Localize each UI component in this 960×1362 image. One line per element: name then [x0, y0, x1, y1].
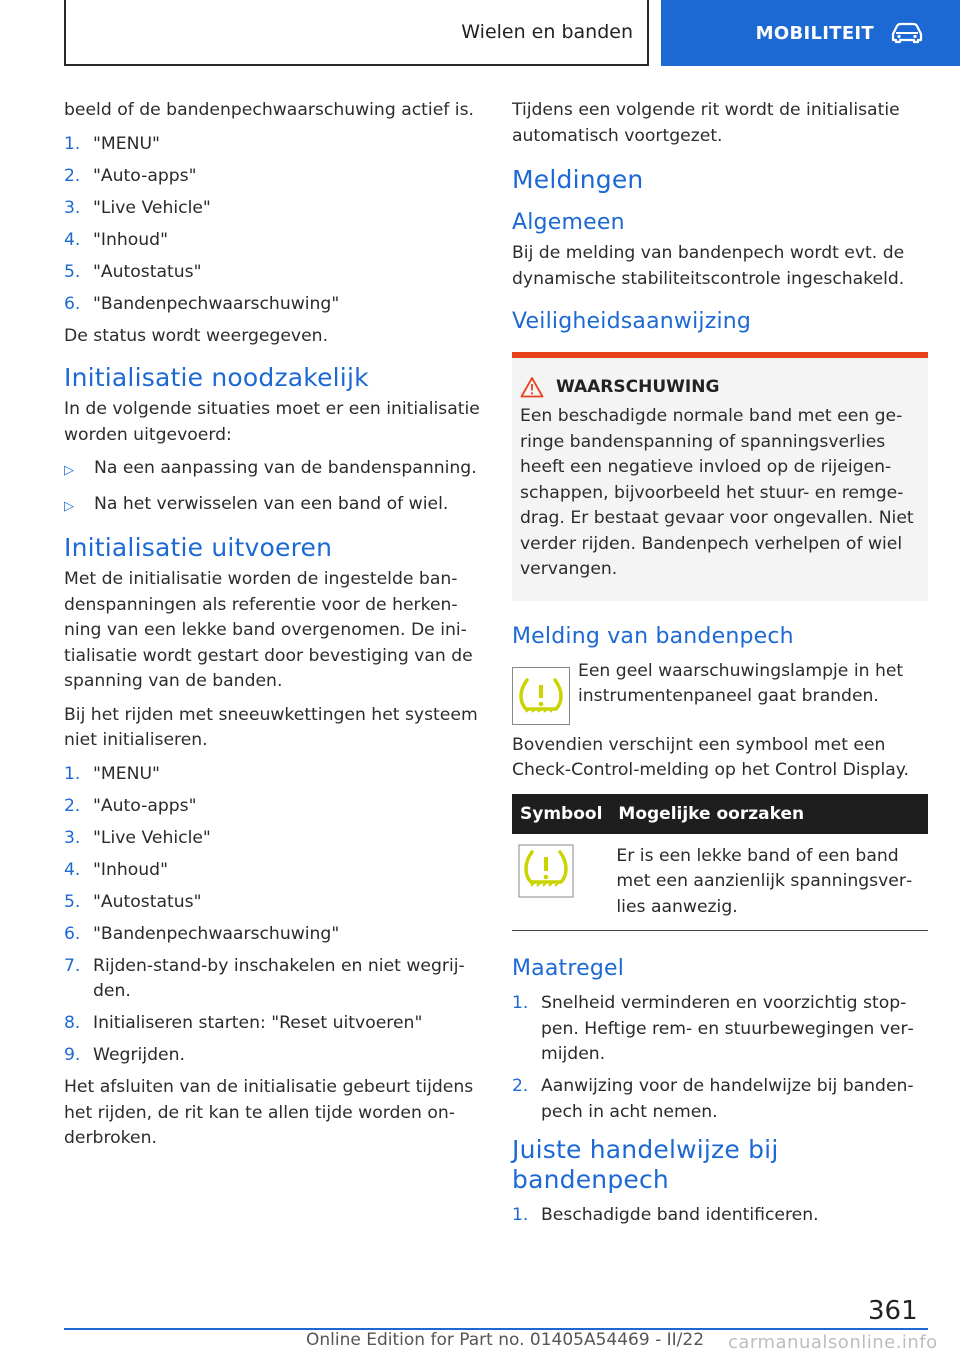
warning-text: Een beschadigde normale band met een geringe bandenspanning of spanningsverlies heeft een negatieve invloed op de rijeigenschappen, bijvoorbeeld het stuur- en remgedrag. Er bestaat gevaar voor ongevallen. Niet verder rijden. Bandenpech verhelpen of wiel vervangen. — [520, 406, 914, 579]
list-item — [64, 164, 480, 190]
steps-list-1 — [64, 132, 480, 318]
list-item-number: 1. — [512, 993, 529, 1013]
bullet-list — [64, 456, 480, 519]
section-title: Wielen en banden — [461, 21, 633, 43]
list-item-text: "Bandenpechwaarschuwing" — [93, 293, 340, 314]
table-cell-cause: Er is een lekke band of een band met een aanzienlijk spanningsverlies aanwezig. — [610, 834, 928, 931]
list-item — [64, 132, 480, 158]
bullet-text: Na een aanpassing van de bandenspanning. — [94, 458, 477, 478]
list-item-number: 7. — [64, 955, 81, 976]
status-text: De status wordt weergegeven. — [64, 325, 329, 346]
list-item — [64, 794, 480, 820]
table-header-symbol: Symbool — [512, 794, 610, 834]
list-item-number: 9. — [64, 1045, 81, 1065]
steps-list-2 — [64, 762, 480, 1069]
list-item-text: Aanwijzing voor de handelwijze bij bandenpech in acht nemen. — [541, 1076, 914, 1122]
chapter-tab-label: MOBILITEIT — [755, 22, 874, 44]
triangle-bullet-icon: ▷ — [64, 498, 74, 514]
list-item — [64, 260, 480, 286]
list-item — [64, 826, 480, 852]
heading-init-do: Initialisatie uitvoeren — [64, 533, 333, 562]
list-item — [512, 991, 928, 1068]
list-item-number: 6. — [64, 293, 81, 314]
page-header — [0, 0, 960, 66]
closing-text: Het afsluiten van de initialisatie gebeurt tijdens het rijden, de rit kan te allen tijde worden onderbroken. — [64, 1077, 474, 1148]
list-item-number: 5. — [64, 891, 81, 912]
list-item-number: 1. — [64, 133, 81, 154]
list-item-number: 2. — [64, 165, 81, 186]
list-item-number: 3. — [64, 197, 81, 218]
section-title-box — [64, 0, 649, 66]
list-item-text: "Bandenpechwaarschuwing" — [93, 923, 340, 944]
melding-text-2: Bovendien verschijnt een symbool met een Check-Control-melding op het Control Display. — [512, 734, 909, 780]
init-do-text-1: Met de initialisatie worden de ingestelde bandenspanningen als referentie voor de herkenning van een lekke band overgenomen. De initialisatie wordt gestart door bevestiging van de spanning van de banden. — [64, 569, 473, 691]
list-item — [512, 1203, 928, 1229]
list-item-number: 4. — [64, 859, 81, 880]
list-item-text: Beschadigde band identificeren. — [541, 1205, 819, 1225]
list-item-number: 8. — [64, 1013, 81, 1033]
melding-text: Een geel waarschuwingslampje in het instrumentenpaneel gaat branden. — [578, 660, 904, 706]
bullet-item — [64, 456, 480, 484]
list-item — [64, 1043, 480, 1069]
tpms-warning-icon — [512, 667, 570, 725]
chapter-tab — [661, 0, 960, 66]
list-item — [64, 954, 480, 1005]
watermark: carmanualsonline.info — [728, 1332, 938, 1353]
symbol-table — [512, 794, 928, 932]
init-do-text-2: Bij het rijden met sneeuwkettingen het systeem niet initialiseren. — [64, 704, 478, 750]
list-item-text: "Live Vehicle" — [93, 827, 211, 848]
list-item-text: "Inhoud" — [93, 859, 168, 880]
list-item-text: "MENU" — [93, 133, 160, 154]
list-item — [64, 890, 480, 916]
list-item-text: Initialiseren starten: "Reset uitvoeren" — [93, 1013, 423, 1033]
table-header-causes: Mogelijke oorzaken — [610, 794, 928, 834]
list-item-number: 6. — [64, 923, 81, 944]
list-item-text: "Inhoud" — [93, 229, 168, 250]
list-item-text: "Auto-apps" — [93, 795, 197, 816]
list-item-text: Wegrijden. — [93, 1045, 185, 1065]
list-item-number: 2. — [512, 1076, 529, 1096]
list-item-number: 3. — [64, 827, 81, 848]
heading-veiligheid: Veiligheidsaanwijzing — [512, 309, 752, 334]
list-item — [512, 1074, 928, 1125]
algemeen-text: Bij de melding van bandenpech wordt evt. de dynamische stabiliteitscontrole ingeschakeld. — [512, 243, 905, 289]
bullet-item — [64, 492, 480, 520]
warning-box — [512, 352, 928, 601]
list-item — [64, 762, 480, 788]
list-item-number: 1. — [512, 1205, 529, 1225]
right-column — [512, 98, 928, 1235]
list-item-text: "Autostatus" — [93, 261, 202, 282]
car-icon — [890, 22, 924, 44]
init-needed-text: In de volgende situaties moet er een initialisatie worden uitgevoerd: — [64, 399, 480, 445]
list-item — [64, 196, 480, 222]
heading-juiste: Juiste handelwijze bij bandenpech — [512, 1135, 779, 1194]
list-item-text: Snelheid verminderen en voorzichtig stoppen. Heftige rem- en stuurbewegingen vermijden. — [541, 993, 914, 1064]
tpms-symbol-icon — [518, 844, 574, 898]
list-item-number: 5. — [64, 261, 81, 282]
heading-init-needed: Initialisatie noodzakelijk — [64, 363, 369, 392]
intro-text: beeld of de bandenpechwaarschuwing actief is. — [64, 100, 474, 120]
list-item — [64, 922, 480, 948]
list-item-text: "MENU" — [93, 763, 160, 784]
heading-algemeen: Algemeen — [512, 210, 625, 235]
heading-meldingen: Meldingen — [512, 165, 644, 194]
continued-text: Tijdens een volgende rit wordt de initialisatie automatisch voortgezet. — [512, 100, 900, 146]
list-item — [64, 858, 480, 884]
list-item — [64, 228, 480, 254]
melding-row — [512, 659, 928, 725]
heading-maatregel: Maatregel — [512, 956, 625, 981]
list-item-number: 1. — [64, 763, 81, 784]
list-item-number: 4. — [64, 229, 81, 250]
bullet-text: Na het verwisselen van een band of wiel. — [94, 493, 449, 514]
list-item — [64, 1011, 480, 1037]
edition-text: Online Edition for Part no. 01405A54469 - II/22 — [306, 1330, 705, 1350]
heading-melding: Melding van bandenpech — [512, 623, 794, 649]
list-item — [64, 292, 480, 318]
warning-header — [520, 376, 920, 398]
left-column — [64, 98, 480, 1160]
list-item-text: "Auto-apps" — [93, 165, 197, 186]
page-number: 361 — [868, 1296, 918, 1326]
maatregel-list — [512, 991, 928, 1125]
warning-title: WAARSCHUWING — [556, 377, 720, 397]
table-cell-symbol — [512, 834, 610, 931]
juiste-list — [512, 1203, 928, 1229]
list-item-number: 2. — [64, 795, 81, 816]
triangle-bullet-icon: ▷ — [64, 463, 74, 478]
warning-triangle-icon — [520, 376, 544, 398]
list-item-text: Rijden-stand-by inschakelen en niet wegrijden. — [93, 955, 465, 1001]
list-item-text: "Autostatus" — [93, 891, 202, 912]
list-item-text: "Live Vehicle" — [93, 197, 211, 218]
table-row — [512, 834, 928, 931]
